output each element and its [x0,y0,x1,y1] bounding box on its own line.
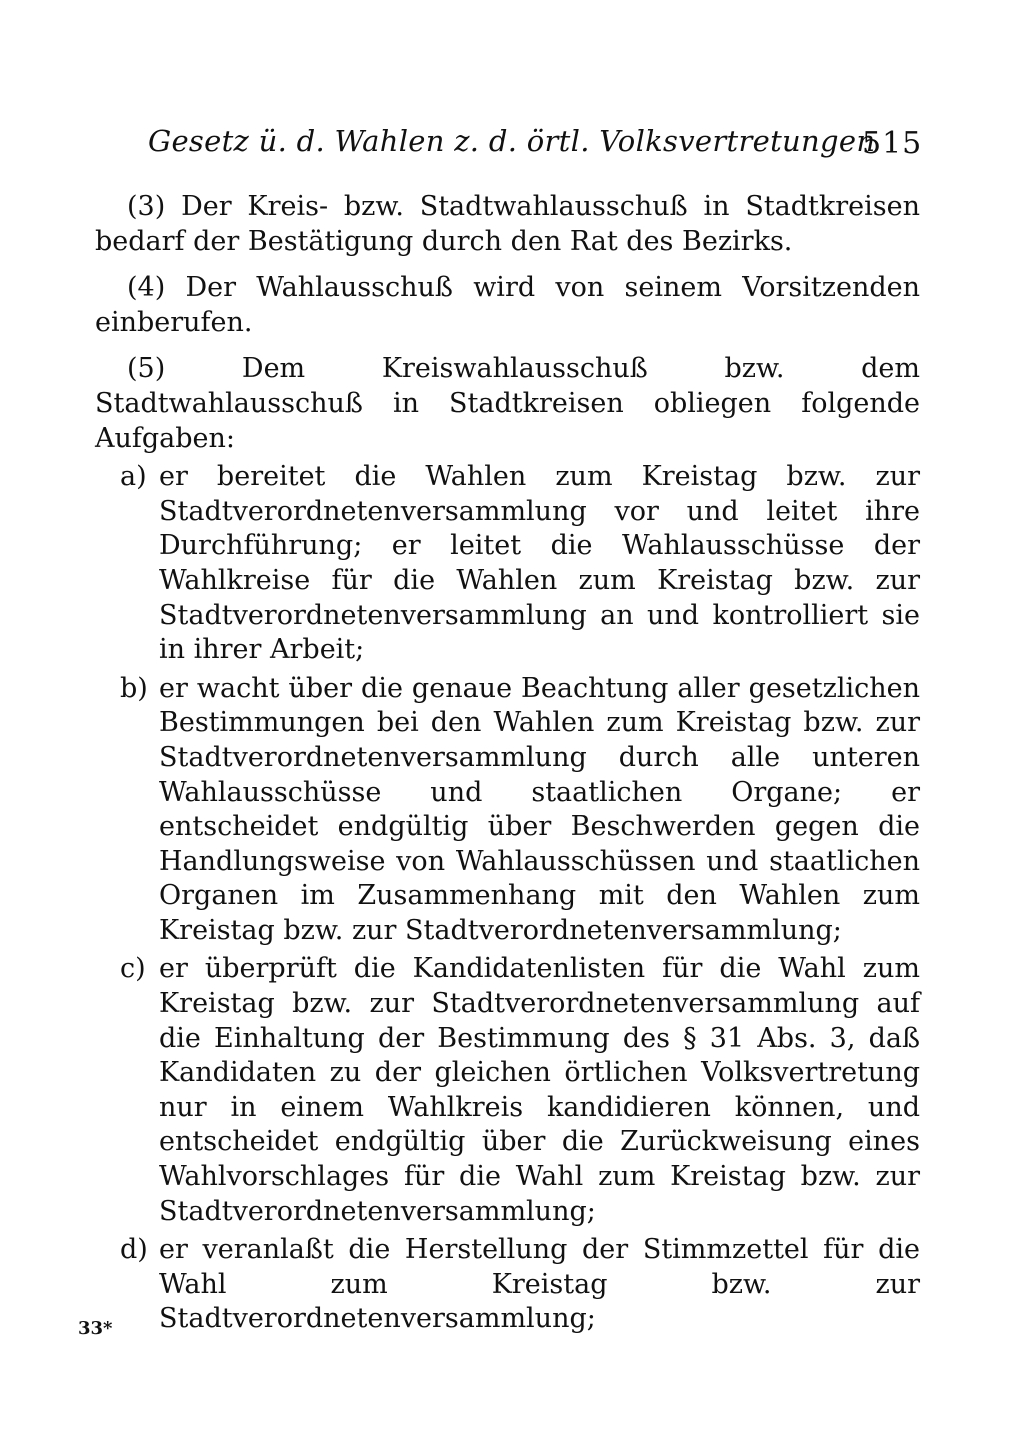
list-marker: d) [120,1234,148,1266]
signature-mark: 33* [78,1318,113,1339]
list-item-c [95,952,920,1229]
paragraph-5: (5) Dem Kreiswahlausschuß bzw. dem Stadtwahlausschuß in Stadtkreisen obliegen folgende Aufgaben: [95,353,920,454]
list-item-b [95,672,920,949]
body-text [95,190,920,1337]
list-marker: b) [120,672,148,704]
paragraph-3: (3) Der Kreis- bzw. Stadtwahlausschuß in Stadtkreisen bedarf der Bestätigung durch den Rat des Bezirks. [95,191,920,257]
list-item-text: er überprüft die Kandidatenlisten für die Wahl zum Kreistag bzw. zur Stadtverordnetenversammlung auf die Einhaltung der Bestimmung des § 31 Abs. 3, daß Kandidaten zu der gleichen örtlichen Volksvertretung nur in einem Wahlkreis kandidieren können, und entscheidet endgültig über die Zurückweisung eines Wahlvorschlages für die Wahl zum Kreistag bzw. zur Stadtverordnetenversammlung; [159,953,920,1227]
running-title: Gesetz ü. d. Wahlen z. d. örtl. Volksvertretungen [148,124,876,158]
list-item-d [95,1233,920,1337]
list-item-a [95,460,920,668]
list-item-text: er wacht über die genaue Beachtung aller gesetzlichen Bestimmungen bei den Wahlen zum Kreistag bzw. zur Stadtverordnetenversammlung durch alle unteren Wahlausschüsse und staatlichen Organe; er entscheidet endgültig über Beschwerden gegen die Handlungsweise von Wahlausschüssen und staatlichen Organen im Zusammenhang mit den Wahlen zum Kreistag bzw. zur Stadtverordnetenversammlung; [159,672,920,946]
page-number: 515 [862,126,923,161]
list-item-text: er veranlaßt die Herstellung der Stimmzettel für die Wahl zum Kreistag bzw. zur Stadtverordnetenversammlung; [159,1234,920,1335]
list-item-text: er bereitet die Wahlen zum Kreistag bzw. zur Stadtverordnetenversammlung vor und leitet ihre Durchführung; er leitet die Wahlausschüsse der Wahlkreise für die Wahlen zum Kreistag bzw. zur Stadtverordnetenversammlung an und kontrolliert sie in ihrer Arbeit; [159,461,920,666]
list-marker: c) [120,953,146,985]
list-marker: a) [120,461,147,493]
paragraph-4: (4) Der Wahlausschuß wird von seinem Vorsitzenden einberufen. [95,272,920,338]
